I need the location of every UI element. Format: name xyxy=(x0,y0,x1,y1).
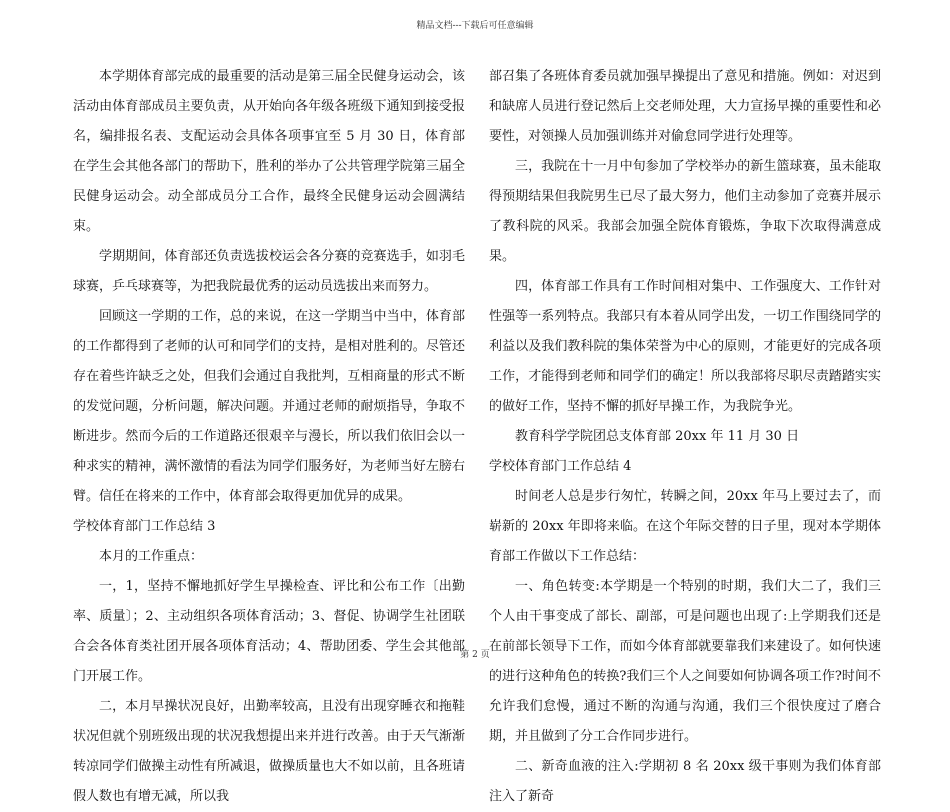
page-header: 精品文档---下载后可任意编辑 xyxy=(416,21,534,31)
right-column xyxy=(489,62,881,812)
section-heading-summary-4: 学校体育部门工作总结 4 xyxy=(489,459,632,474)
paragraph-role-change: 一、角色转变:本学期是一个特别的时期，我们大二了，我们三个人由干事变成了部长、副部，可是问题也出现了:上学期我们还是在前部长领导下工作，而如今体育部就要靠我们来建设了。如何快速的进行这种角色的转换?我们三个人之间要如何协调各项工作?时间不允许我们怠慢，通过不断的沟通与沟通，我们三个很快度过了磨合期，并且做到了分工合作同步进行。 xyxy=(489,579,881,744)
paragraph-point-three: 三，我院在十一月中旬参加了学校举办的新生篮球赛，虽未能取得预期结果但我院男生已尽了最大努力，他们主动参加了竞赛并展示了教科院的风采。我部会加强全院体育锻炼，争取下次取得满意成果。 xyxy=(489,159,881,264)
paragraph-sports-meet: 本学期体育部完成的最重要的活动是第三届全民健身运动会，该活动由体育部成员主要负责，从开始向各年级各班级下通知到接受报名，编排报名表、支配运动会具体各项事宜至 5 月 30 日，体育部在学生会其他各部门的帮助下，胜利的举办了公共管理学院第三届全民健身运动会。动全部成员分工合作，最终全民健身运动会圆满结束。 xyxy=(73,69,465,234)
paragraph-point-two: 二，本月早操状况良好，出勤率较高，且没有出现穿睡衣和拖鞋状况但就个别班级出现的状况我想提出来并进行改善。由于天气渐渐转凉同学们做操主动性有所减退，做操质量也大不如以前，且各班请假人数也有增无减，所以我 xyxy=(73,699,465,804)
paragraph-intro: 时间老人总是步行匆忙，转瞬之间，20xx 年马上要过去了，而崭新的 20xx 年即将来临。在这个年际交替的日子里，现对本学期体育部工作做以下工作总结： xyxy=(489,489,881,564)
left-column xyxy=(73,62,465,812)
paragraph-new-members: 二、新奇血液的注入:学期初 8 名 20xx 级干事则为我们体育部注入了新奇 xyxy=(489,759,881,804)
page-number: 第 2 页 xyxy=(460,650,490,660)
paragraph-point-one: 一，1，坚持不懈地抓好学生早操检查、评比和公布工作〔出勤率、质量〕；2、主动组织各项体育活动；3、督促、协调学生社团联合会各体育类社团开展各项体育活动；4、帮助团委、学生会其他部门开展工作。 xyxy=(73,579,465,684)
paragraph-athlete-selection: 学期期间，体育部还负责选拔校运会各分赛的竞赛选手，如羽毛球赛，乒乓球赛等，为把我院最优秀的运动员选拔出来而努力。 xyxy=(73,249,465,294)
paragraph-semester-review: 回顾这一学期的工作，总的来说，在这一学期当中当中，体育部的工作都得到了老师的认可和同学们的支持，是相对胜利的。尽管还存在着些许缺乏之处，但我们会通过自我批判，互相商量的形式不断的发觉问题，分析问题，解决问题。并通过老师的耐烦指导，争取不断进步。然而今后的工作道路还很艰辛与漫长，所以我们依旧会以一种求实的精神，满怀激情的看法为同学们服务好，为老师当好左膀右臂。信任在将来的工作中，体育部会取得更加优异的成果。 xyxy=(73,309,465,504)
section-heading-summary-3: 学校体育部门工作总结 3 xyxy=(73,519,216,534)
paragraph-point-four: 四，体育部工作具有工作时间相对集中、工作强度大、工作针对性强等一系列特点。我部只有本着从同学出发，一切工作围绕同学的利益以及我们教科院的集体荣誉为中心的原则，才能更好的完成各项工作，才能得到老师和同学们的确定！所以我部将尽职尽责踏踏实实的做好工作，坚持不懈的抓好早操工作，为我院争光。 xyxy=(489,279,881,414)
signature-line: 教育科学学院团总支体育部 20xx 年 11 月 30 日 xyxy=(515,429,800,444)
paragraph-point-two-continued: 部召集了各班体育委员就加强早操提出了意见和措施。例如：对迟到和缺席人员进行登记然后上交老师处理，大力宣扬早操的重要性和必要性，对领操人员加强训练并对偷怠同学进行处理等。 xyxy=(489,69,881,144)
paragraph-monthly-focus: 本月的工作重点： xyxy=(99,549,204,564)
